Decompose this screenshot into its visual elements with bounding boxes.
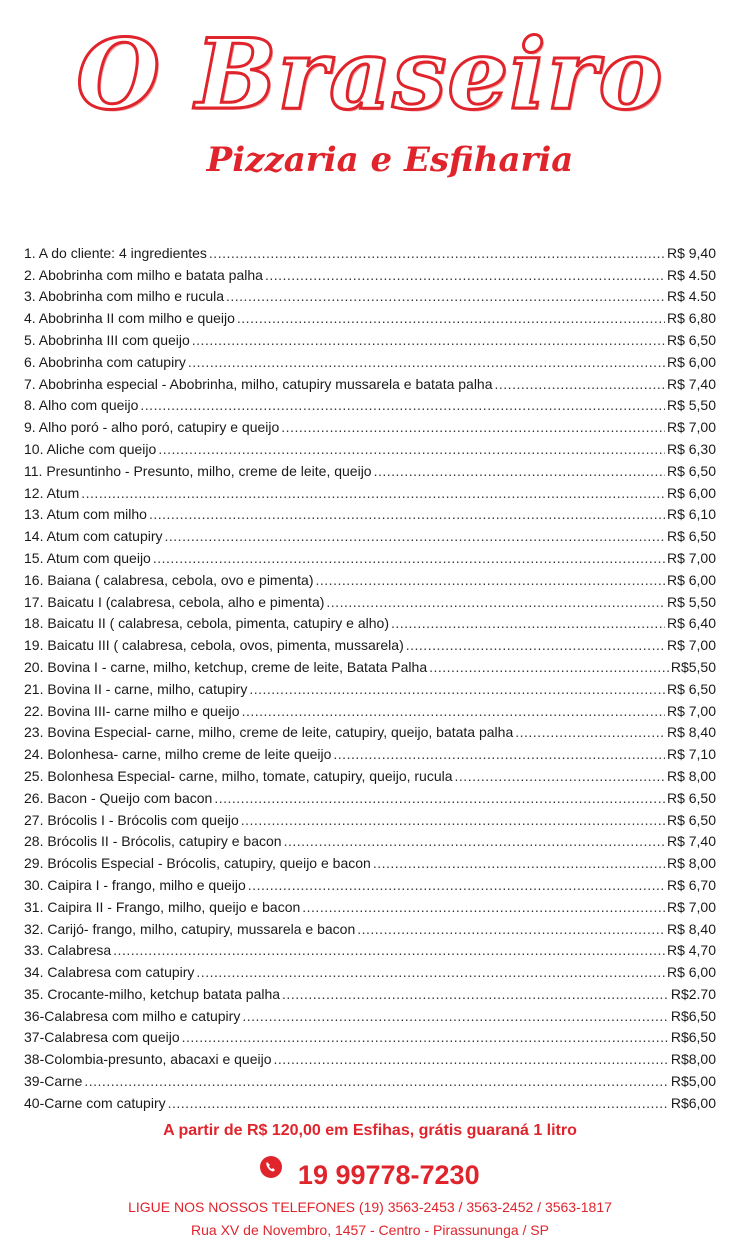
dot-leader bbox=[140, 396, 665, 414]
menu-item-name: 5. Abobrinha III com queijo bbox=[24, 331, 190, 348]
menu-item bbox=[24, 1003, 716, 1025]
menu-item bbox=[24, 654, 716, 676]
menu-item bbox=[24, 872, 716, 894]
menu-item-name: 22. Bovina III- carne milho e queijo bbox=[24, 702, 240, 719]
dot-leader bbox=[248, 876, 665, 894]
menu-item bbox=[24, 523, 716, 545]
dot-leader bbox=[282, 985, 669, 1003]
menu-item bbox=[24, 981, 716, 1003]
menu-item-price: R$6,50 bbox=[670, 1029, 716, 1046]
dot-leader bbox=[241, 811, 665, 829]
dot-leader bbox=[242, 702, 665, 720]
menu-item-price: R$ 8,40 bbox=[666, 724, 716, 741]
dot-leader bbox=[455, 767, 665, 785]
dot-leader bbox=[391, 614, 665, 632]
menu-item-price: R$ 6,50 bbox=[666, 680, 716, 697]
menu-item-name: 18. Baicatu II ( calabresa, cebola, pimenta, catupiry e alho) bbox=[24, 615, 389, 632]
menu-item-price: R$ 6,70 bbox=[666, 876, 716, 893]
menu-item bbox=[24, 894, 716, 916]
menu-item-price: R$ 6,50 bbox=[666, 462, 716, 479]
menu-item-name: 4. Abobrinha II com milho e queijo bbox=[24, 310, 235, 327]
menu-item bbox=[24, 349, 716, 371]
menu-item-name: 34. Calabresa com catupiry bbox=[24, 964, 195, 981]
dot-leader bbox=[165, 527, 665, 545]
dot-leader bbox=[226, 287, 665, 305]
menu-item-price: R$ 5,50 bbox=[666, 593, 716, 610]
menu-item-price: R$ 7,00 bbox=[666, 898, 716, 915]
menu-item-name: 6. Abobrinha com catupiry bbox=[24, 353, 186, 370]
menu-item bbox=[24, 393, 716, 415]
menu-item bbox=[24, 502, 716, 524]
menu-item bbox=[24, 240, 716, 262]
menu-item-name: 21. Bovina II - carne, milho, catupiry bbox=[24, 680, 248, 697]
menu-item-price: R$ 7,00 bbox=[666, 549, 716, 566]
menu-item-name: 13. Atum com milho bbox=[24, 506, 147, 523]
menu-item-price: R$ 6,50 bbox=[666, 528, 716, 545]
dot-leader bbox=[284, 832, 665, 850]
menu-item-name: 31. Caipira II - Frango, milho, queijo e bacon bbox=[24, 898, 301, 915]
menu-item bbox=[24, 676, 716, 698]
menu-item-name: 25. Bolonhesa Especial- carne, milho, tomate, catupiry, queijo, rucula bbox=[24, 767, 453, 784]
menu-item-price: R$ 6,00 bbox=[666, 353, 716, 370]
menu-item-name: 10. Aliche com queijo bbox=[24, 440, 157, 457]
dot-leader bbox=[84, 1072, 668, 1090]
menu-item-price: R$ 9,40 bbox=[666, 244, 716, 261]
menu-item bbox=[24, 611, 716, 633]
menu-item bbox=[24, 545, 716, 567]
menu-item-name: 28. Brócolis II - Brócolis, catupiry e bacon bbox=[24, 833, 282, 850]
menu-item-name: 15. Atum com queijo bbox=[24, 549, 151, 566]
menu-item-name: 26. Bacon - Queijo com bacon bbox=[24, 789, 213, 806]
menu-item-price: R$6,00 bbox=[670, 1094, 716, 1111]
dot-leader bbox=[357, 920, 665, 938]
menu-item-price: R$ 8,00 bbox=[666, 767, 716, 784]
dot-leader bbox=[302, 898, 665, 916]
logo-title: O Braseiro bbox=[76, 18, 664, 131]
menu-item-price: R$ 4.50 bbox=[666, 288, 716, 305]
dot-leader bbox=[196, 963, 665, 981]
dot-leader bbox=[182, 1028, 669, 1046]
menu-item bbox=[24, 698, 716, 720]
menu-item bbox=[24, 284, 716, 306]
menu-item-name: 38-Colombia-presunto, abacaxi e queijo bbox=[24, 1051, 272, 1068]
menu-item-name: 1. A do cliente: 4 ingredientes bbox=[24, 244, 207, 261]
menu-item-price: R$5,00 bbox=[670, 1073, 716, 1090]
dot-leader bbox=[149, 505, 665, 523]
dot-leader bbox=[168, 1094, 669, 1112]
menu-item-price: R$ 6,40 bbox=[666, 615, 716, 632]
dot-leader bbox=[158, 440, 665, 458]
menu-item-price: R$ 6,00 bbox=[666, 484, 716, 501]
menu-item bbox=[24, 305, 716, 327]
dot-leader bbox=[429, 658, 669, 676]
menu-item bbox=[24, 589, 716, 611]
whatsapp-icon bbox=[260, 1156, 282, 1178]
dot-leader bbox=[192, 331, 665, 349]
menu-item bbox=[24, 829, 716, 851]
menu-item bbox=[24, 458, 716, 480]
menu-item-name: 32. Carijó- frango, milho, catupiry, mussarela e bacon bbox=[24, 920, 356, 937]
menu-item bbox=[24, 567, 716, 589]
menu-item-name: 23. Bovina Especial- carne, milho, creme de leite, catupiry, queijo, batata palha bbox=[24, 724, 514, 741]
menu-item bbox=[24, 785, 716, 807]
menu-list bbox=[24, 240, 716, 1112]
menu-item-price: R$ 4.50 bbox=[666, 266, 716, 283]
menu-item-price: R$ 6,80 bbox=[666, 310, 716, 327]
menu-item bbox=[24, 720, 716, 742]
dot-leader bbox=[237, 309, 665, 327]
menu-item-name: 40-Carne com catupiry bbox=[24, 1094, 166, 1111]
dot-leader bbox=[373, 854, 665, 872]
menu-item-price: R$ 6,00 bbox=[666, 964, 716, 981]
menu-item-price: R$8,00 bbox=[670, 1051, 716, 1068]
whatsapp-number: 19 99778-7230 bbox=[297, 1160, 480, 1190]
menu-item bbox=[24, 741, 716, 763]
dot-leader bbox=[242, 1007, 669, 1025]
menu-item-name: 8. Alho com queijo bbox=[24, 397, 139, 414]
menu-item bbox=[24, 1046, 716, 1068]
menu-item-name: 37-Calabresa com queijo bbox=[24, 1029, 180, 1046]
dot-leader bbox=[333, 745, 665, 763]
menu-item-name: 3. Abobrinha com milho e rucula bbox=[24, 288, 224, 305]
menu-item-price: R$ 7,00 bbox=[666, 702, 716, 719]
menu-item-price: R$ 6,00 bbox=[666, 571, 716, 588]
dot-leader bbox=[249, 680, 665, 698]
menu-item bbox=[24, 1068, 716, 1090]
menu-item-price: R$ 7,10 bbox=[666, 746, 716, 763]
menu-item-price: R$2.70 bbox=[670, 985, 716, 1002]
dot-leader bbox=[316, 571, 665, 589]
dot-leader bbox=[273, 1050, 668, 1068]
menu-item-name: 39-Carne bbox=[24, 1073, 83, 1090]
dot-leader bbox=[495, 375, 665, 393]
menu-item-name: 33. Calabresa bbox=[24, 942, 112, 959]
menu-item-name: 12. Atum bbox=[24, 484, 80, 501]
logo-subtitle: Pizzaria e Esfiharia bbox=[206, 140, 574, 180]
menu-item bbox=[24, 763, 716, 785]
menu-item bbox=[24, 850, 716, 872]
dot-leader bbox=[81, 484, 665, 502]
menu-item bbox=[24, 436, 716, 458]
menu-item-price: R$ 5,50 bbox=[666, 397, 716, 414]
menu-item-price: R$6,50 bbox=[670, 1007, 716, 1024]
promo-text: A partir de R$ 120,00 em Esfihas, grátis guaraná 1 litro bbox=[163, 1122, 577, 1139]
address-text: Rua XV de Novembro, 1457 - Centro - Pirassununga / SP bbox=[191, 1222, 549, 1238]
menu-item-price: R$ 6,50 bbox=[666, 789, 716, 806]
dot-leader bbox=[374, 462, 665, 480]
menu-item bbox=[24, 480, 716, 502]
menu-item bbox=[24, 632, 716, 654]
menu-item-name: 20. Bovina I - carne, milho, ketchup, creme de leite, Batata Palha bbox=[24, 658, 428, 675]
menu-item-name: 11. Presuntinho - Presunto, milho, creme de leite, queijo bbox=[24, 462, 372, 479]
menu-item-name: 16. Baiana ( calabresa, cebola, ovo e pimenta) bbox=[24, 571, 314, 588]
menu-item bbox=[24, 327, 716, 349]
menu-item-name: 14. Atum com catupiry bbox=[24, 528, 163, 545]
menu-item-price: R$ 7,40 bbox=[666, 375, 716, 392]
menu-item-name: 24. Bolonhesa- carne, milho creme de leite queijo bbox=[24, 746, 332, 763]
menu-item bbox=[24, 1025, 716, 1047]
menu-item-name: 7. Abobrinha especial - Abobrinha, milho, catupiry mussarela e batata palha bbox=[24, 375, 493, 392]
menu-item bbox=[24, 262, 716, 284]
menu-item-name: 30. Caipira I - frango, milho e queijo bbox=[24, 876, 246, 893]
menu-item-name: 29. Brócolis Especial - Brócolis, catupiry, queijo e bacon bbox=[24, 855, 371, 872]
menu-item-name: 9. Alho poró - alho poró, catupiry e queijo bbox=[24, 419, 280, 436]
dot-leader bbox=[515, 723, 665, 741]
menu-item bbox=[24, 959, 716, 981]
dot-leader bbox=[209, 244, 665, 262]
dot-leader bbox=[281, 418, 665, 436]
dot-leader bbox=[406, 636, 665, 654]
menu-item-price: R$ 6,10 bbox=[666, 506, 716, 523]
dot-leader bbox=[214, 789, 665, 807]
menu-item-price: R$ 7,40 bbox=[666, 833, 716, 850]
whatsapp-line bbox=[0, 1156, 740, 1191]
menu-item-price: R$5,50 bbox=[670, 658, 716, 675]
phones-text: LIGUE NOS NOSSOS TELEFONES (19) 3563-2453 / 3563-2452 / 3563-1817 bbox=[128, 1199, 612, 1215]
menu-item-price: R$ 8,40 bbox=[666, 920, 716, 937]
menu-item-price: R$ 6,50 bbox=[666, 331, 716, 348]
menu-item-name: 27. Brócolis I - Brócolis com queijo bbox=[24, 811, 239, 828]
dot-leader bbox=[113, 941, 665, 959]
dot-leader bbox=[188, 353, 665, 371]
menu-item bbox=[24, 371, 716, 393]
menu-item bbox=[24, 414, 716, 436]
menu-item-price: R$ 6,30 bbox=[666, 440, 716, 457]
menu-item-price: R$ 4,70 bbox=[666, 942, 716, 959]
dot-leader bbox=[153, 549, 665, 567]
menu-item-price: R$ 6,50 bbox=[666, 811, 716, 828]
dot-leader bbox=[326, 593, 665, 611]
menu-item-price: R$ 7,00 bbox=[666, 419, 716, 436]
menu-item-name: 19. Baicatu III ( calabresa, cebola, ovos, pimenta, mussarela) bbox=[24, 637, 404, 654]
menu-item bbox=[24, 1090, 716, 1112]
menu-item-name: 2. Abobrinha com milho e batata palha bbox=[24, 266, 263, 283]
menu-item-name: 35. Crocante-milho, ketchup batata palha bbox=[24, 985, 281, 1002]
menu-item-price: R$ 7,00 bbox=[666, 637, 716, 654]
logo bbox=[0, 20, 740, 180]
menu-item-price: R$ 8,00 bbox=[666, 855, 716, 872]
menu-item-name: 17. Baicatu I (calabresa, cebola, alho e pimenta) bbox=[24, 593, 325, 610]
dot-leader bbox=[265, 266, 665, 284]
menu-item bbox=[24, 916, 716, 938]
menu-item bbox=[24, 807, 716, 829]
menu-item bbox=[24, 938, 716, 960]
menu-item-name: 36-Calabresa com milho e catupiry bbox=[24, 1007, 241, 1024]
